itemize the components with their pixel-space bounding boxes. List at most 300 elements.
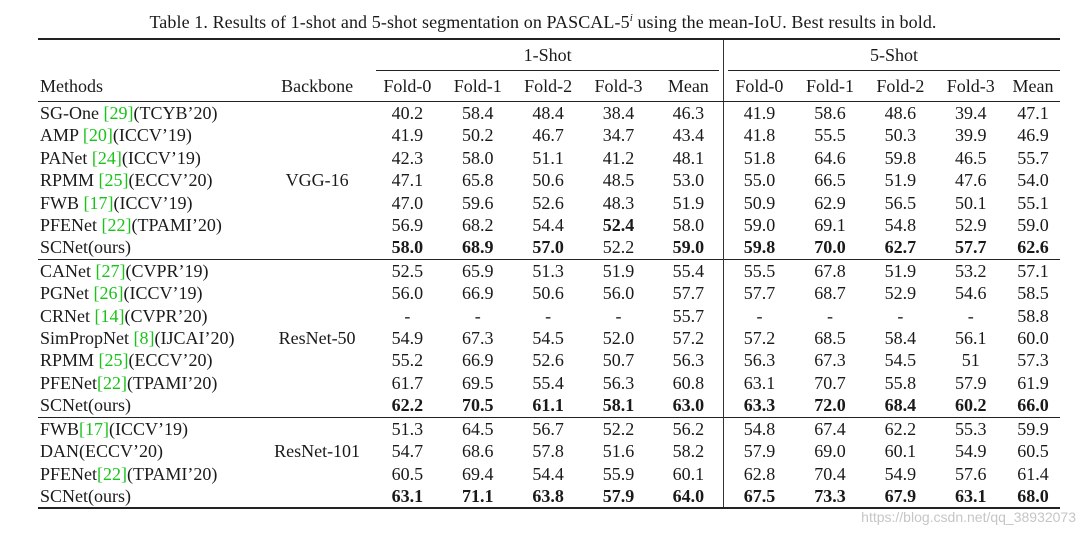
- value-cell: -: [724, 305, 795, 327]
- backbone-cell: ResNet-50: [278, 328, 356, 349]
- citation-link[interactable]: [22]: [97, 372, 128, 393]
- backbone-cell: ResNet-101: [274, 441, 361, 462]
- value-cell: 41.9: [391, 125, 424, 146]
- backbone-cell: VGG-16: [285, 170, 349, 191]
- value-cell: 55.5: [814, 125, 846, 146]
- method-text: CRNet: [40, 305, 95, 326]
- backbone-cell: [262, 282, 372, 304]
- method-text: RPMM: [40, 170, 99, 191]
- value-cell: 52.6: [532, 350, 564, 371]
- backbone-cell: [262, 124, 372, 146]
- five-shot-header: 5-Shot: [724, 39, 1060, 71]
- table-row: [38, 417, 1060, 440]
- value-cell: 57.8: [532, 441, 564, 462]
- table-row: [38, 147, 1060, 169]
- value-cell: 58.0: [391, 237, 424, 258]
- value-cell: 68.6: [461, 441, 494, 462]
- value-cell: 60.2: [954, 395, 987, 416]
- citation-link[interactable]: [25]: [98, 170, 129, 191]
- value-cell: 51.1: [532, 147, 564, 168]
- table-row: [38, 214, 1060, 236]
- value-cell: 73.3: [795, 485, 865, 508]
- method-text: (TPAMI’20): [127, 372, 218, 393]
- value-cell: 52.2: [602, 237, 635, 258]
- value-cell: 50.6: [532, 283, 564, 304]
- backbone-cell: [262, 214, 372, 236]
- value-cell: 62.7: [884, 237, 917, 258]
- value-cell: 60.0: [1017, 328, 1049, 349]
- method-text: DAN(ECCV’20): [40, 441, 163, 462]
- citation-link[interactable]: [17]: [83, 192, 114, 213]
- value-cell: 52.6: [532, 192, 564, 213]
- value-cell: -: [474, 305, 481, 326]
- value-cell: 54.6: [954, 283, 987, 304]
- table-row: [38, 372, 1060, 394]
- method-text: SCNet(ours): [40, 237, 131, 258]
- method-text: (ICCV’19): [112, 125, 192, 146]
- citation-link[interactable]: [27]: [95, 260, 126, 281]
- method-name: [38, 147, 262, 169]
- value-cell: 56.7: [513, 417, 583, 440]
- method-name: [38, 463, 262, 485]
- value-cell: 52.9: [884, 283, 917, 304]
- value-cell: 51.3: [372, 417, 442, 440]
- value-cell: 59.6: [461, 192, 494, 213]
- value-cell: 47.1: [391, 170, 424, 191]
- value-cell: 55.7: [1017, 147, 1049, 168]
- value-cell: 69.5: [461, 372, 494, 393]
- value-cell: 70.4: [814, 463, 846, 484]
- value-cell: 68.5: [814, 328, 846, 349]
- column-header: Fold-2: [865, 71, 935, 102]
- method-name: [38, 417, 262, 440]
- value-cell: 57.7: [672, 283, 705, 304]
- value-cell: 56.0: [602, 283, 635, 304]
- citation-link[interactable]: [17]: [79, 418, 110, 439]
- column-header: Fold-3: [583, 71, 653, 102]
- table-row: [38, 305, 1060, 327]
- value-cell: 46.5: [954, 147, 987, 168]
- value-cell: 70.0: [814, 237, 846, 258]
- value-cell: 51.8: [724, 147, 795, 169]
- table-row: [38, 349, 1060, 371]
- value-cell: 58.0: [461, 147, 494, 168]
- value-cell: 47.1: [1017, 103, 1049, 123]
- value-cell: 72.0: [814, 395, 846, 416]
- citation-link[interactable]: [14]: [94, 305, 125, 326]
- value-cell: 62.9: [814, 192, 846, 213]
- method-text: (TPAMI’20): [127, 463, 218, 484]
- value-cell: 56.9: [391, 215, 424, 236]
- value-cell: 51.9: [884, 170, 917, 191]
- table-row: [38, 236, 1060, 259]
- table-row: [38, 102, 1060, 125]
- value-cell: 61.7: [391, 372, 424, 393]
- value-cell: 66.9: [461, 350, 494, 371]
- method-name: [38, 394, 262, 417]
- value-cell: 56.3: [724, 349, 795, 371]
- value-cell: -: [897, 305, 904, 326]
- method-text: SG-One: [40, 103, 104, 123]
- column-header: Mean: [1006, 71, 1060, 102]
- caption-superscript: i: [629, 12, 633, 24]
- value-cell: 71.1: [443, 485, 513, 508]
- value-cell: 64.6: [814, 147, 846, 168]
- value-cell: 41.9: [724, 102, 795, 125]
- backbone-cell: [262, 147, 372, 169]
- value-cell: 67.8: [795, 259, 865, 282]
- value-cell: 63.1: [936, 485, 1006, 508]
- value-cell: 67.3: [461, 328, 494, 349]
- value-cell: 46.3: [672, 103, 705, 123]
- value-cell: 57.1: [1006, 259, 1060, 282]
- one-shot-header: 1-Shot: [372, 39, 723, 71]
- method-text: RPMM: [40, 350, 99, 371]
- value-cell: 55.9: [602, 463, 635, 484]
- value-cell: 67.9: [865, 485, 935, 508]
- value-cell: 58.5: [1017, 283, 1049, 304]
- table-row: [38, 124, 1060, 146]
- value-cell: 50.7: [602, 350, 635, 371]
- table-row: [38, 259, 1060, 282]
- column-header: Fold-3: [936, 71, 1006, 102]
- value-cell: 54.0: [1017, 170, 1049, 191]
- method-name: [38, 485, 262, 508]
- methods-header: Methods: [38, 71, 262, 102]
- method-text: PANet: [40, 147, 92, 168]
- method-text: PGNet: [40, 283, 94, 304]
- method-text: FWB: [40, 192, 84, 213]
- value-cell: 60.5: [391, 463, 424, 484]
- value-cell: 50.2: [461, 125, 494, 146]
- citation-link[interactable]: [8]: [133, 328, 155, 349]
- method-name: [38, 327, 262, 349]
- value-cell: 51.9: [865, 259, 935, 282]
- value-cell: 51.6: [602, 441, 635, 462]
- value-cell: 46.7: [532, 125, 564, 146]
- value-cell: 63.0: [672, 395, 705, 416]
- value-cell: 68.2: [461, 215, 494, 236]
- value-cell: 47.0: [391, 192, 424, 213]
- value-cell: 60.5: [1017, 441, 1049, 462]
- value-cell: 61.4: [1017, 463, 1049, 484]
- method-text: SCNet(ours): [40, 485, 131, 506]
- value-cell: 54.5: [884, 350, 917, 371]
- value-cell: 57.7: [954, 237, 987, 258]
- value-cell: 46.9: [1017, 125, 1049, 146]
- value-cell: 57.2: [672, 328, 705, 349]
- value-cell: 63.3: [724, 394, 795, 417]
- backbone-cell: [262, 236, 372, 259]
- value-cell: 57.9: [954, 372, 987, 393]
- value-cell: 41.8: [724, 124, 795, 146]
- table-body: [38, 102, 1060, 509]
- method-text: SimPropNet: [40, 328, 134, 349]
- method-name: [38, 124, 262, 146]
- value-cell: 61.9: [1017, 372, 1049, 393]
- table-row: [38, 192, 1060, 214]
- column-header: Fold-2: [513, 71, 583, 102]
- table-row: [38, 485, 1060, 508]
- method-name: [38, 372, 262, 394]
- value-cell: 59.8: [724, 236, 795, 259]
- value-cell: 57.0: [532, 237, 564, 258]
- method-text: (ICCV’19): [113, 192, 193, 213]
- value-cell: 58.6: [814, 103, 846, 123]
- value-cell: 62.2: [865, 417, 935, 440]
- value-cell: 66.0: [1017, 395, 1049, 416]
- method-text: PFENet: [40, 372, 98, 393]
- value-cell: 57.9: [724, 440, 795, 462]
- method-name: [38, 192, 262, 214]
- value-cell: 39.9: [954, 125, 987, 146]
- value-cell: 66.5: [814, 170, 846, 191]
- method-name: [38, 236, 262, 259]
- value-cell: 58.4: [461, 103, 494, 123]
- value-cell: 56.0: [391, 283, 424, 304]
- table-row: [38, 327, 1060, 349]
- value-cell: 67.4: [795, 417, 865, 440]
- method-name: [38, 440, 262, 462]
- citation-link[interactable]: [22]: [97, 463, 128, 484]
- table-row: [38, 169, 1060, 191]
- value-cell: -: [827, 305, 834, 326]
- backbone-cell: [262, 485, 372, 508]
- value-cell: 54.5: [532, 328, 564, 349]
- value-cell: 53.2: [936, 259, 1006, 282]
- value-cell: 59.9: [1006, 417, 1060, 440]
- value-cell: 66.9: [461, 283, 494, 304]
- value-cell: 50.3: [884, 125, 917, 146]
- value-cell: 68.9: [461, 237, 494, 258]
- method-text: AMP: [40, 125, 83, 146]
- backbone-cell: [262, 192, 372, 214]
- value-cell: 68.4: [884, 395, 917, 416]
- citation-link[interactable]: [20]: [82, 125, 113, 146]
- method-text: (TPAMI’20): [131, 215, 222, 236]
- value-cell: 56.1: [954, 328, 987, 349]
- value-cell: 58.1: [602, 395, 635, 416]
- method-name: [38, 214, 262, 236]
- value-cell: 55.4: [654, 259, 724, 282]
- value-cell: 54.7: [391, 441, 424, 462]
- backbone-header: Backbone: [262, 71, 372, 102]
- value-cell: 59.8: [884, 147, 917, 168]
- value-cell: 54.8: [884, 215, 917, 236]
- method-text: SCNet(ours): [40, 395, 131, 416]
- value-cell: 57.9: [583, 485, 653, 508]
- value-cell: 57.3: [1017, 350, 1049, 371]
- value-cell: 48.5: [602, 170, 635, 191]
- value-cell: 54.9: [391, 328, 424, 349]
- method-text: (CVPR’20): [124, 305, 208, 326]
- value-cell: 62.6: [1017, 237, 1049, 258]
- backbone-cell: [262, 259, 372, 282]
- value-cell: 58.8: [1017, 305, 1049, 326]
- backbone-cell: [262, 102, 372, 125]
- value-cell: 54.4: [532, 463, 564, 484]
- value-cell: 67.5: [724, 485, 795, 508]
- method-text: (ICCV’19): [109, 418, 189, 439]
- citation-link[interactable]: [29]: [103, 103, 134, 123]
- value-cell: -: [967, 305, 974, 326]
- value-cell: 48.3: [602, 192, 635, 213]
- method-name: [38, 259, 262, 282]
- backbone-cell: [262, 417, 372, 440]
- method-text: (CVPR’19): [125, 260, 209, 281]
- method-name: [38, 169, 262, 191]
- value-cell: 67.3: [814, 350, 846, 371]
- value-cell: 50.9: [724, 192, 795, 214]
- method-text: (ICCV’19): [123, 283, 203, 304]
- value-cell: 70.5: [461, 395, 494, 416]
- method-name: [38, 282, 262, 304]
- method-text: (IJCAI’20): [154, 328, 235, 349]
- value-cell: 52.2: [583, 417, 653, 440]
- value-cell: 48.1: [672, 147, 705, 168]
- table-row: [38, 394, 1060, 417]
- method-name: [38, 102, 262, 125]
- value-cell: 55.3: [936, 417, 1006, 440]
- caption-suffix: using the mean-IoU. Best results in bold.: [632, 12, 937, 32]
- value-cell: 51.9: [672, 192, 705, 213]
- value-cell: 62.8: [724, 463, 795, 485]
- table-row: [38, 463, 1060, 485]
- citation-link[interactable]: [25]: [98, 350, 129, 371]
- value-cell: 55.7: [672, 305, 705, 326]
- value-cell: 38.4: [602, 103, 635, 123]
- backbone-cell: [262, 394, 372, 417]
- method-text: (TCYB’20): [133, 103, 218, 123]
- value-cell: 48.6: [884, 103, 917, 123]
- value-cell: 69.0: [814, 441, 846, 462]
- value-cell: 63.8: [513, 485, 583, 508]
- value-cell: 57.7: [724, 282, 795, 304]
- value-cell: 58.4: [884, 328, 917, 349]
- results-table: [38, 38, 1060, 509]
- value-cell: 64.0: [654, 485, 724, 508]
- table-row: [38, 282, 1060, 304]
- value-cell: 55.5: [724, 259, 795, 282]
- value-cell: 55.2: [391, 350, 424, 371]
- value-cell: 55.4: [532, 372, 564, 393]
- value-cell: 56.2: [654, 417, 724, 440]
- table-row: [38, 440, 1060, 462]
- method-text: (ICCV’19): [121, 147, 201, 168]
- value-cell: 34.7: [602, 125, 635, 146]
- value-cell: 55.0: [724, 169, 795, 191]
- backbone-cell: [262, 463, 372, 485]
- header-row-group: [38, 39, 1060, 71]
- value-cell: 52.4: [602, 215, 635, 236]
- value-cell: 69.4: [461, 463, 494, 484]
- method-text: PFENet: [40, 215, 102, 236]
- backbone-cell: [262, 372, 372, 394]
- value-cell: 51: [961, 350, 980, 371]
- column-header: Fold-0: [372, 71, 442, 102]
- column-header: Fold-1: [795, 71, 865, 102]
- value-cell: 50.6: [532, 170, 564, 191]
- value-cell: -: [615, 305, 622, 326]
- method-text: CANet: [40, 260, 96, 281]
- value-cell: 59.0: [1017, 215, 1049, 236]
- value-cell: 52.0: [602, 328, 635, 349]
- value-cell: 53.0: [672, 170, 705, 191]
- value-cell: 47.6: [954, 170, 987, 191]
- value-cell: 41.2: [602, 147, 635, 168]
- value-cell: 48.4: [532, 103, 564, 123]
- value-cell: 42.3: [391, 147, 424, 168]
- value-cell: 55.1: [1017, 192, 1049, 213]
- value-cell: 56.3: [672, 350, 705, 371]
- header-row-columns: [38, 71, 1060, 102]
- value-cell: 63.1: [724, 372, 795, 394]
- method-name: [38, 349, 262, 371]
- value-cell: 52.9: [954, 215, 987, 236]
- value-cell: 57.6: [954, 463, 987, 484]
- method-text: (ECCV’20): [128, 350, 213, 371]
- value-cell: -: [545, 305, 552, 326]
- value-cell: 59.0: [724, 214, 795, 236]
- caption-prefix: Table 1. Results of 1-shot and 5-shot segmentation on PASCAL-5: [149, 12, 630, 32]
- value-cell: 51.3: [513, 259, 583, 282]
- watermark: https://blog.csdn.net/qq_38932073: [861, 509, 1076, 525]
- method-name: [38, 305, 262, 327]
- value-cell: 68.0: [1006, 485, 1060, 508]
- value-cell: 60.8: [672, 372, 705, 393]
- column-header: Fold-0: [724, 71, 795, 102]
- value-cell: 61.1: [532, 395, 564, 416]
- value-cell: 54.4: [532, 215, 564, 236]
- value-cell: 62.2: [391, 395, 424, 416]
- value-cell: 40.2: [391, 103, 424, 123]
- value-cell: 54.9: [954, 441, 987, 462]
- method-text: PFENet: [40, 463, 98, 484]
- column-header: Mean: [654, 71, 724, 102]
- value-cell: 54.8: [724, 417, 795, 440]
- value-cell: 43.4: [672, 125, 705, 146]
- value-cell: 56.3: [602, 372, 635, 393]
- value-cell: 57.2: [724, 327, 795, 349]
- citation-link[interactable]: [22]: [101, 215, 132, 236]
- table-caption: [0, 12, 1086, 33]
- citation-link[interactable]: [26]: [93, 283, 124, 304]
- method-text: (ECCV’20): [128, 170, 213, 191]
- value-cell: 65.9: [443, 259, 513, 282]
- value-cell: 52.5: [372, 259, 442, 282]
- backbone-cell: [262, 349, 372, 371]
- value-cell: -: [404, 305, 411, 326]
- citation-link[interactable]: [24]: [91, 147, 122, 168]
- value-cell: 60.1: [884, 441, 917, 462]
- method-text: FWB: [40, 418, 80, 439]
- column-header: Fold-1: [443, 71, 513, 102]
- value-cell: 50.1: [954, 192, 987, 213]
- value-cell: 60.1: [672, 463, 705, 484]
- backbone-cell: [262, 305, 372, 327]
- value-cell: 64.5: [443, 417, 513, 440]
- value-cell: 70.7: [814, 372, 846, 393]
- value-cell: 65.8: [461, 170, 494, 191]
- value-cell: 59.0: [672, 237, 705, 258]
- value-cell: 54.9: [884, 463, 917, 484]
- value-cell: 55.8: [884, 372, 917, 393]
- value-cell: 63.1: [372, 485, 442, 508]
- value-cell: 58.2: [672, 441, 705, 462]
- value-cell: 39.4: [954, 103, 987, 123]
- value-cell: 51.9: [583, 259, 653, 282]
- value-cell: 68.7: [814, 283, 846, 304]
